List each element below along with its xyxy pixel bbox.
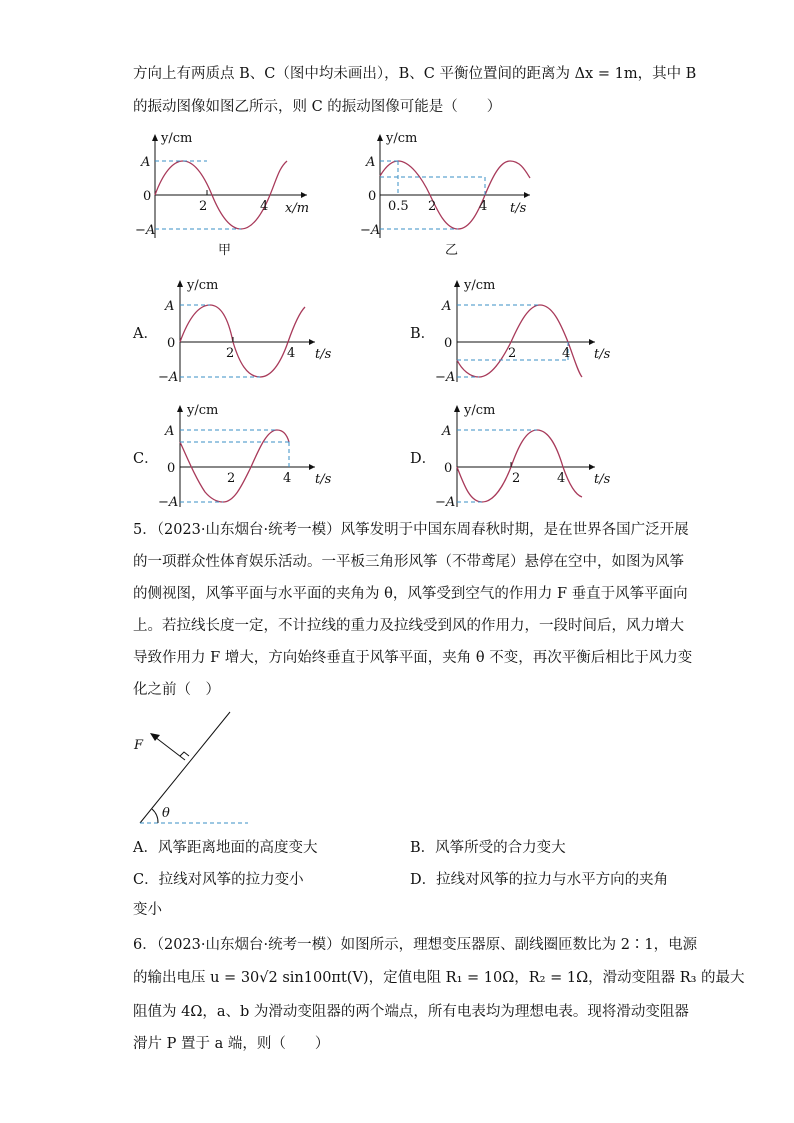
svg-text:4: 4 bbox=[557, 471, 566, 486]
svg-text:2: 2 bbox=[227, 471, 236, 486]
angle-arc bbox=[152, 809, 158, 823]
option-d-graph[interactable] bbox=[432, 397, 612, 512]
svg-text:0: 0 bbox=[444, 336, 453, 351]
option-a-graph[interactable] bbox=[155, 272, 330, 387]
x-axis-arrow bbox=[301, 192, 307, 198]
option-c-graph[interactable] bbox=[155, 397, 330, 512]
svg-text:y/cm: y/cm bbox=[464, 403, 496, 418]
y-axis-label: y/cm bbox=[386, 131, 418, 146]
right-angle-mark bbox=[180, 752, 189, 756]
t-axis-arrow bbox=[524, 192, 530, 198]
q5-text-line5: 导致作用力 F 增大，方向始终垂直于风筝平面，夹角 θ 不变，再次平衡后相比于风力变 bbox=[133, 650, 693, 666]
option-a-label[interactable]: A． bbox=[133, 326, 158, 342]
q4-text-line1: 方向上有两质点 B、C（图中均未画出），B、C 平衡位置间的距离为 Δx = 1m，其中 B bbox=[133, 66, 697, 82]
figure-yi bbox=[360, 128, 550, 263]
option-b-graph[interactable] bbox=[432, 272, 612, 387]
force-arrow bbox=[155, 737, 185, 760]
label-A: A bbox=[141, 155, 151, 170]
q5-option-b[interactable]: B．风筝所受的合力变大 bbox=[410, 840, 566, 856]
y-axis-label: y/cm bbox=[161, 131, 193, 146]
q6-text-line1: 6．（2023·山东烟台·统考一模）如图所示，理想变压器原、副线圈匝数比为 2∶1，电源 bbox=[133, 937, 698, 953]
svg-text:t/s: t/s bbox=[594, 347, 611, 362]
q6-text-line2: 的输出电压 u = 30√2 sin100πt(V)，定值电阻 R₁ = 10Ω，R₂ = 1Ω，滑动变阻器 R₃ 的最大 bbox=[133, 970, 745, 986]
svg-text:y/cm: y/cm bbox=[464, 278, 496, 293]
svg-text:t/s: t/s bbox=[315, 347, 332, 362]
svg-text:y/cm: y/cm bbox=[187, 403, 219, 418]
svg-text:A: A bbox=[165, 424, 175, 439]
q4-text-line2: 的振动图像如图乙所示，则 C 的振动图像可能是（ ） bbox=[133, 99, 502, 115]
q6-text-line4: 滑片 P 置于 a 端，则（ ） bbox=[133, 1036, 330, 1052]
option-b-label[interactable]: B． bbox=[410, 326, 436, 342]
svg-text:4: 4 bbox=[283, 471, 292, 486]
label-negA: −A bbox=[135, 223, 156, 238]
q6-text-line3: 阻值为 4Ω，a、b 为滑动变阻器的两个端点，所有电表均为理想电表。现将滑动变阻器 bbox=[133, 1004, 689, 1020]
svg-text:4: 4 bbox=[287, 346, 296, 361]
kite-plane-line bbox=[140, 712, 230, 823]
svg-text:2: 2 bbox=[226, 346, 235, 361]
svg-text:−A: −A bbox=[158, 370, 179, 385]
label-zero: 0 bbox=[368, 189, 377, 204]
q5-option-c[interactable]: C．拉线对风筝的拉力变小 bbox=[133, 872, 304, 888]
kite-diagram bbox=[130, 705, 260, 830]
q5-option-a[interactable]: A．风筝距离地面的高度变大 bbox=[133, 840, 318, 856]
svg-text:A: A bbox=[442, 299, 452, 314]
y-axis-label: y/cm bbox=[187, 278, 219, 293]
option-c-label[interactable]: C． bbox=[133, 451, 159, 467]
svg-text:−A: −A bbox=[435, 495, 456, 510]
figure-jia bbox=[135, 128, 325, 263]
q5-text-line4: 上。若拉线长度一定，不计拉线的重力及拉线受到风的作用力，一段时间后，风力增大 bbox=[133, 618, 684, 634]
tick-label-4: 4 bbox=[260, 199, 269, 214]
svg-text:2: 2 bbox=[512, 471, 521, 486]
tick-label-05: 0.5 bbox=[388, 199, 409, 214]
q5-text-line6: 化之前（ ） bbox=[133, 682, 220, 698]
tick-label-2: 2 bbox=[199, 199, 208, 214]
theta-label: θ bbox=[162, 806, 170, 821]
svg-text:t/s: t/s bbox=[594, 472, 611, 487]
q5-text-line3: 的侧视图，风筝平面与水平面的夹角为 θ，风筝受到空气的作用力 F 垂直于风筝平面向 bbox=[133, 586, 688, 602]
label-negA: −A bbox=[360, 223, 381, 238]
svg-text:t/s: t/s bbox=[315, 472, 332, 487]
svg-text:0: 0 bbox=[167, 336, 176, 351]
q5-text-line1: 5．（2023·山东烟台·统考一模）风筝发明于中国东周春秋时期，是在世界各国广泛开展 bbox=[133, 522, 689, 538]
q5-text-line2: 的一项群众性体育娱乐活动。一平板三角形风筝（不带鸢尾）悬停在空中，如图为风筝 bbox=[133, 554, 684, 570]
svg-text:−A: −A bbox=[435, 370, 456, 385]
svg-text:A: A bbox=[165, 299, 175, 314]
option-d-label[interactable]: D． bbox=[410, 451, 437, 467]
x-axis-label: x/m bbox=[285, 201, 310, 216]
svg-text:4: 4 bbox=[562, 346, 571, 361]
q5-option-d-cont: 变小 bbox=[133, 902, 162, 918]
label-A: A bbox=[366, 155, 376, 170]
caption-jia: 甲 bbox=[218, 243, 232, 258]
tick-label-4: 4 bbox=[479, 199, 488, 214]
svg-text:0: 0 bbox=[444, 461, 453, 476]
caption-yi: 乙 bbox=[445, 243, 459, 258]
label-zero: 0 bbox=[143, 189, 152, 204]
svg-text:2: 2 bbox=[508, 346, 517, 361]
svg-text:A: A bbox=[442, 424, 452, 439]
svg-text:0: 0 bbox=[167, 461, 176, 476]
y-axis-arrow bbox=[152, 134, 158, 141]
t-axis-label: t/s bbox=[510, 201, 527, 216]
force-label: F bbox=[134, 738, 144, 753]
y-axis-arrow bbox=[377, 134, 383, 141]
q5-option-d[interactable]: D．拉线对风筝的拉力与水平方向的夹角 bbox=[410, 872, 669, 888]
tick-label-2: 2 bbox=[428, 199, 437, 214]
svg-text:−A: −A bbox=[158, 495, 179, 510]
